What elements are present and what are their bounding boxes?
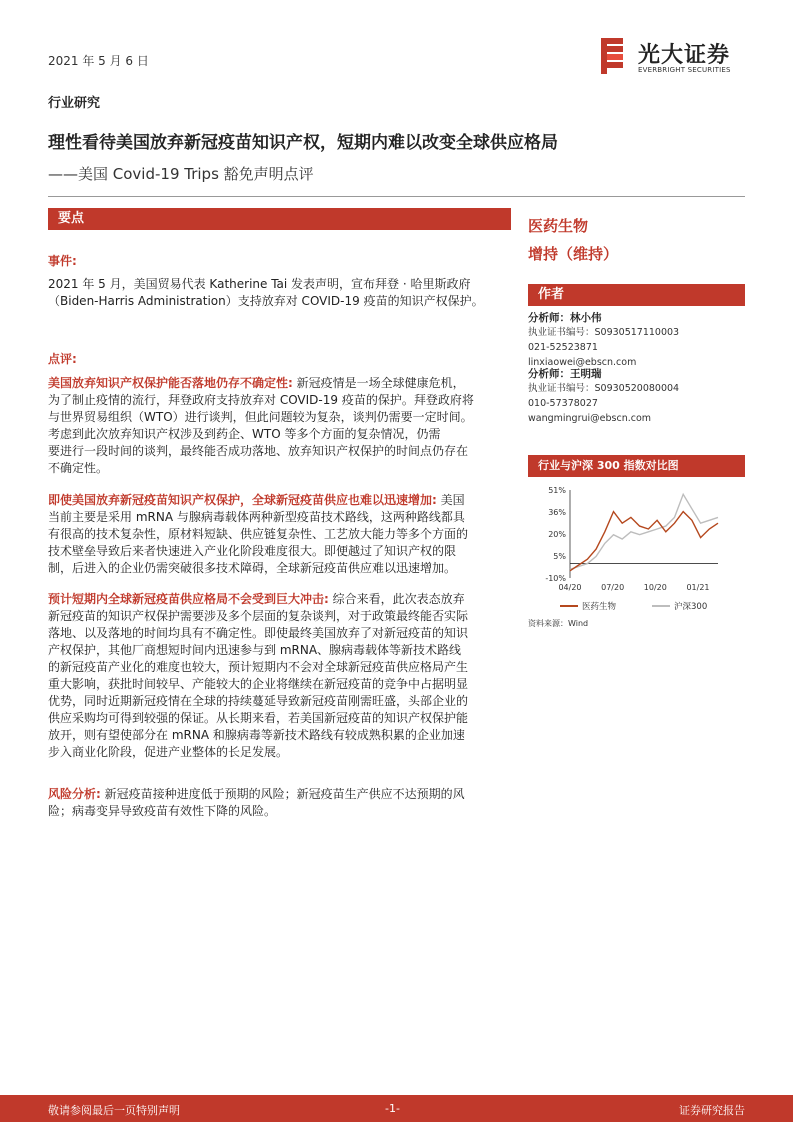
x-tick-label: 10/20 bbox=[643, 583, 667, 592]
paragraph-line: 供应采购均可得到较强的保证。从长期来看，若美国新冠疫苗的知识产权保护能 bbox=[48, 711, 469, 725]
paragraph-line: 优势，同时近期新冠疫情在全球的持续蔓延导致新冠疫苗刚需旺盛，头部企业的 bbox=[48, 694, 469, 708]
paragraph-supply bbox=[48, 492, 511, 577]
report-title: 理性看待美国放弃新冠疫苗知识产权，短期内难以改变全球供应格局 bbox=[48, 133, 558, 153]
paragraph-outlook bbox=[48, 591, 511, 761]
paragraph-line: 新冠疫苗的知识产权保护需要涉及多个层面的复杂谈判，对于政策最终能否实际 bbox=[48, 609, 469, 623]
everbright-logo-icon bbox=[598, 36, 630, 76]
paragraph-line: 制，后进入的企业仍需突破很多技术障碍，全球新冠疫苗供应难以迅速增加。 bbox=[48, 561, 457, 575]
paragraph-line: 美国 bbox=[436, 493, 465, 507]
analyst-phone: 010-57378027 bbox=[528, 398, 598, 409]
analyst-phone: 021-52523871 bbox=[528, 342, 598, 353]
paragraph-lead: 美国放弃知识产权保护能否落地仍存不确定性: bbox=[48, 376, 293, 390]
paragraph-line: 的新冠疫苗产业化的难度也较大，预计短期内不会对全球新冠疫苗供应格局产生 bbox=[48, 660, 469, 674]
analyst-cert: 执业证书编号：S0930517110003 bbox=[528, 327, 680, 338]
y-tick-label: -10% bbox=[545, 574, 566, 583]
section-bar-author: 作者 bbox=[528, 284, 745, 306]
paragraph-line: 新冠疫情是一场全球健康危机， bbox=[292, 376, 465, 390]
analyst-email[interactable]: linxiaowei@ebscn.com bbox=[528, 357, 637, 368]
legend-label: 沪深300 bbox=[674, 602, 708, 612]
paragraph-line: 有很高的技术复杂性，原材料短缺、供应链复杂性、工艺放大能力等多个方面的 bbox=[48, 527, 469, 541]
event-text bbox=[48, 276, 511, 310]
paragraph-line: 技术壁垒导致后来者快速进入产业化阶段难度很大。即便越过了知识产权的限 bbox=[48, 544, 457, 558]
section-bar-chart: 行业与沪深 300 指数对比图 bbox=[528, 455, 745, 477]
paragraph-line: 新冠疫苗接种进度低于预期的风险；新冠疫苗生产供应不达预期的风 bbox=[100, 787, 465, 801]
event-line: 2021 年 5 月，美国贸易代表 Katherine Tai 发表声明，宣布拜登 · 哈里斯政府 bbox=[48, 277, 471, 291]
analyst-name: 分析师：林小伟 bbox=[528, 312, 602, 324]
comment-label: 点评: bbox=[48, 352, 77, 366]
paragraph-line: 为了制止疫情的流行，拜登政府支持放弃对 COVID-19 疫苗的保护。拜登政府将 bbox=[48, 393, 474, 407]
x-tick-label: 07/20 bbox=[601, 583, 625, 592]
paragraph-line: 不确定性。 bbox=[48, 461, 109, 475]
logo-text-cn: 光大证券 bbox=[638, 43, 731, 68]
paragraph-line: 综合来看，此次表态放弃 bbox=[328, 592, 465, 606]
paragraph-lead: 即使美国放弃新冠疫苗知识产权保护，全球新冠疫苗供应也难以迅速增加: bbox=[48, 493, 437, 507]
analyst-2 bbox=[528, 366, 745, 426]
y-tick-label: 36% bbox=[548, 508, 566, 517]
industry-name: 医药生物 bbox=[528, 217, 589, 235]
company-logo bbox=[598, 36, 758, 78]
report-category: 行业研究 bbox=[48, 96, 101, 111]
event-line: （Biden-Harris Administration）支持放弃对 COVID-19 疫苗的知识产权保护。 bbox=[48, 294, 484, 308]
y-tick-label: 5% bbox=[553, 552, 566, 561]
analyst-email[interactable]: wangmingrui@ebscn.com bbox=[528, 413, 652, 424]
page-footer bbox=[0, 1095, 793, 1122]
paragraph-lead: 预计短期内全球新冠疫苗供应格局不会受到巨大冲击: bbox=[48, 592, 329, 606]
analyst-cert: 执业证书编号：S0930520080004 bbox=[528, 383, 680, 394]
paragraph-line: 重大影响，获批时间较早、产能较大的企业将继续在新冠疫苗的竞争中占据明显 bbox=[48, 677, 469, 691]
industry-vs-csi300-chart bbox=[528, 480, 745, 615]
analyst-name: 分析师：王明瑞 bbox=[528, 368, 602, 380]
y-tick-label: 51% bbox=[548, 486, 566, 495]
section-bar-keypoints: 要点 bbox=[48, 208, 511, 230]
rating: 增持（维持） bbox=[528, 245, 619, 263]
header-divider bbox=[48, 196, 745, 197]
event-label: 事件: bbox=[48, 254, 77, 268]
paragraph-line: 当前主要是采用 mRNA 与腺病毒载体两种新型疫苗技术路线，这两种路线都具 bbox=[48, 510, 465, 524]
report-date: 2021 年 5 月 6 日 bbox=[48, 54, 149, 68]
series-line bbox=[570, 494, 718, 569]
footer-disclaimer: 敬请参阅最后一页特别声明 bbox=[48, 1104, 180, 1117]
paragraph-line: 产权保护，其他厂商想短时间内迅速参与到 mRNA、腺病毒载体等新技术路线 bbox=[48, 643, 462, 657]
report-subtitle: ——美国 Covid-19 Trips 豁免声明点评 bbox=[48, 165, 314, 183]
paragraph-line: 步入商业化阶段，促进产业整体的长足发展。 bbox=[48, 745, 289, 759]
y-tick-label: 20% bbox=[548, 530, 566, 539]
paragraph-line: 险；病毒变异导致疫苗有效性下降的风险。 bbox=[48, 804, 277, 818]
page-number: -1- bbox=[385, 1102, 400, 1115]
paragraph-uncertainty bbox=[48, 375, 511, 477]
paragraph-lead: 风险分析: bbox=[48, 787, 101, 801]
logo-text-en: EVERBRIGHT SECURITIES bbox=[638, 66, 731, 74]
paragraph-risk bbox=[48, 786, 511, 820]
paragraph-line: 放开，则有望使部分在 mRNA 和腺病毒等新技术路线有较成熟积累的企业加速 bbox=[48, 728, 465, 742]
analyst-1 bbox=[528, 310, 745, 370]
footer-report-type: 证券研究报告 bbox=[679, 1104, 745, 1117]
paragraph-line: 考虑到此次放弃知识产权涉及到药企、WTO 等多个方面的复杂情况，仍需 bbox=[48, 427, 441, 441]
paragraph-line: 与世界贸易组织（WTO）进行谈判，但此问题较为复杂，谈判仍需要一定时间。 bbox=[48, 410, 473, 424]
x-tick-label: 01/21 bbox=[686, 583, 710, 592]
x-tick-label: 04/20 bbox=[558, 583, 582, 592]
paragraph-line: 落地、以及落地的时间均具有不确定性。即使最终美国放弃了对新冠疫苗的知识 bbox=[48, 626, 469, 640]
paragraph-line: 要进行一段时间的谈判，最终能否成功落地、放弃知识产权保护的时间点仍存在 bbox=[48, 444, 469, 458]
chart-source: 资料来源：Wind bbox=[528, 619, 589, 628]
series-line bbox=[570, 512, 718, 571]
legend-label: 医药生物 bbox=[582, 602, 617, 612]
